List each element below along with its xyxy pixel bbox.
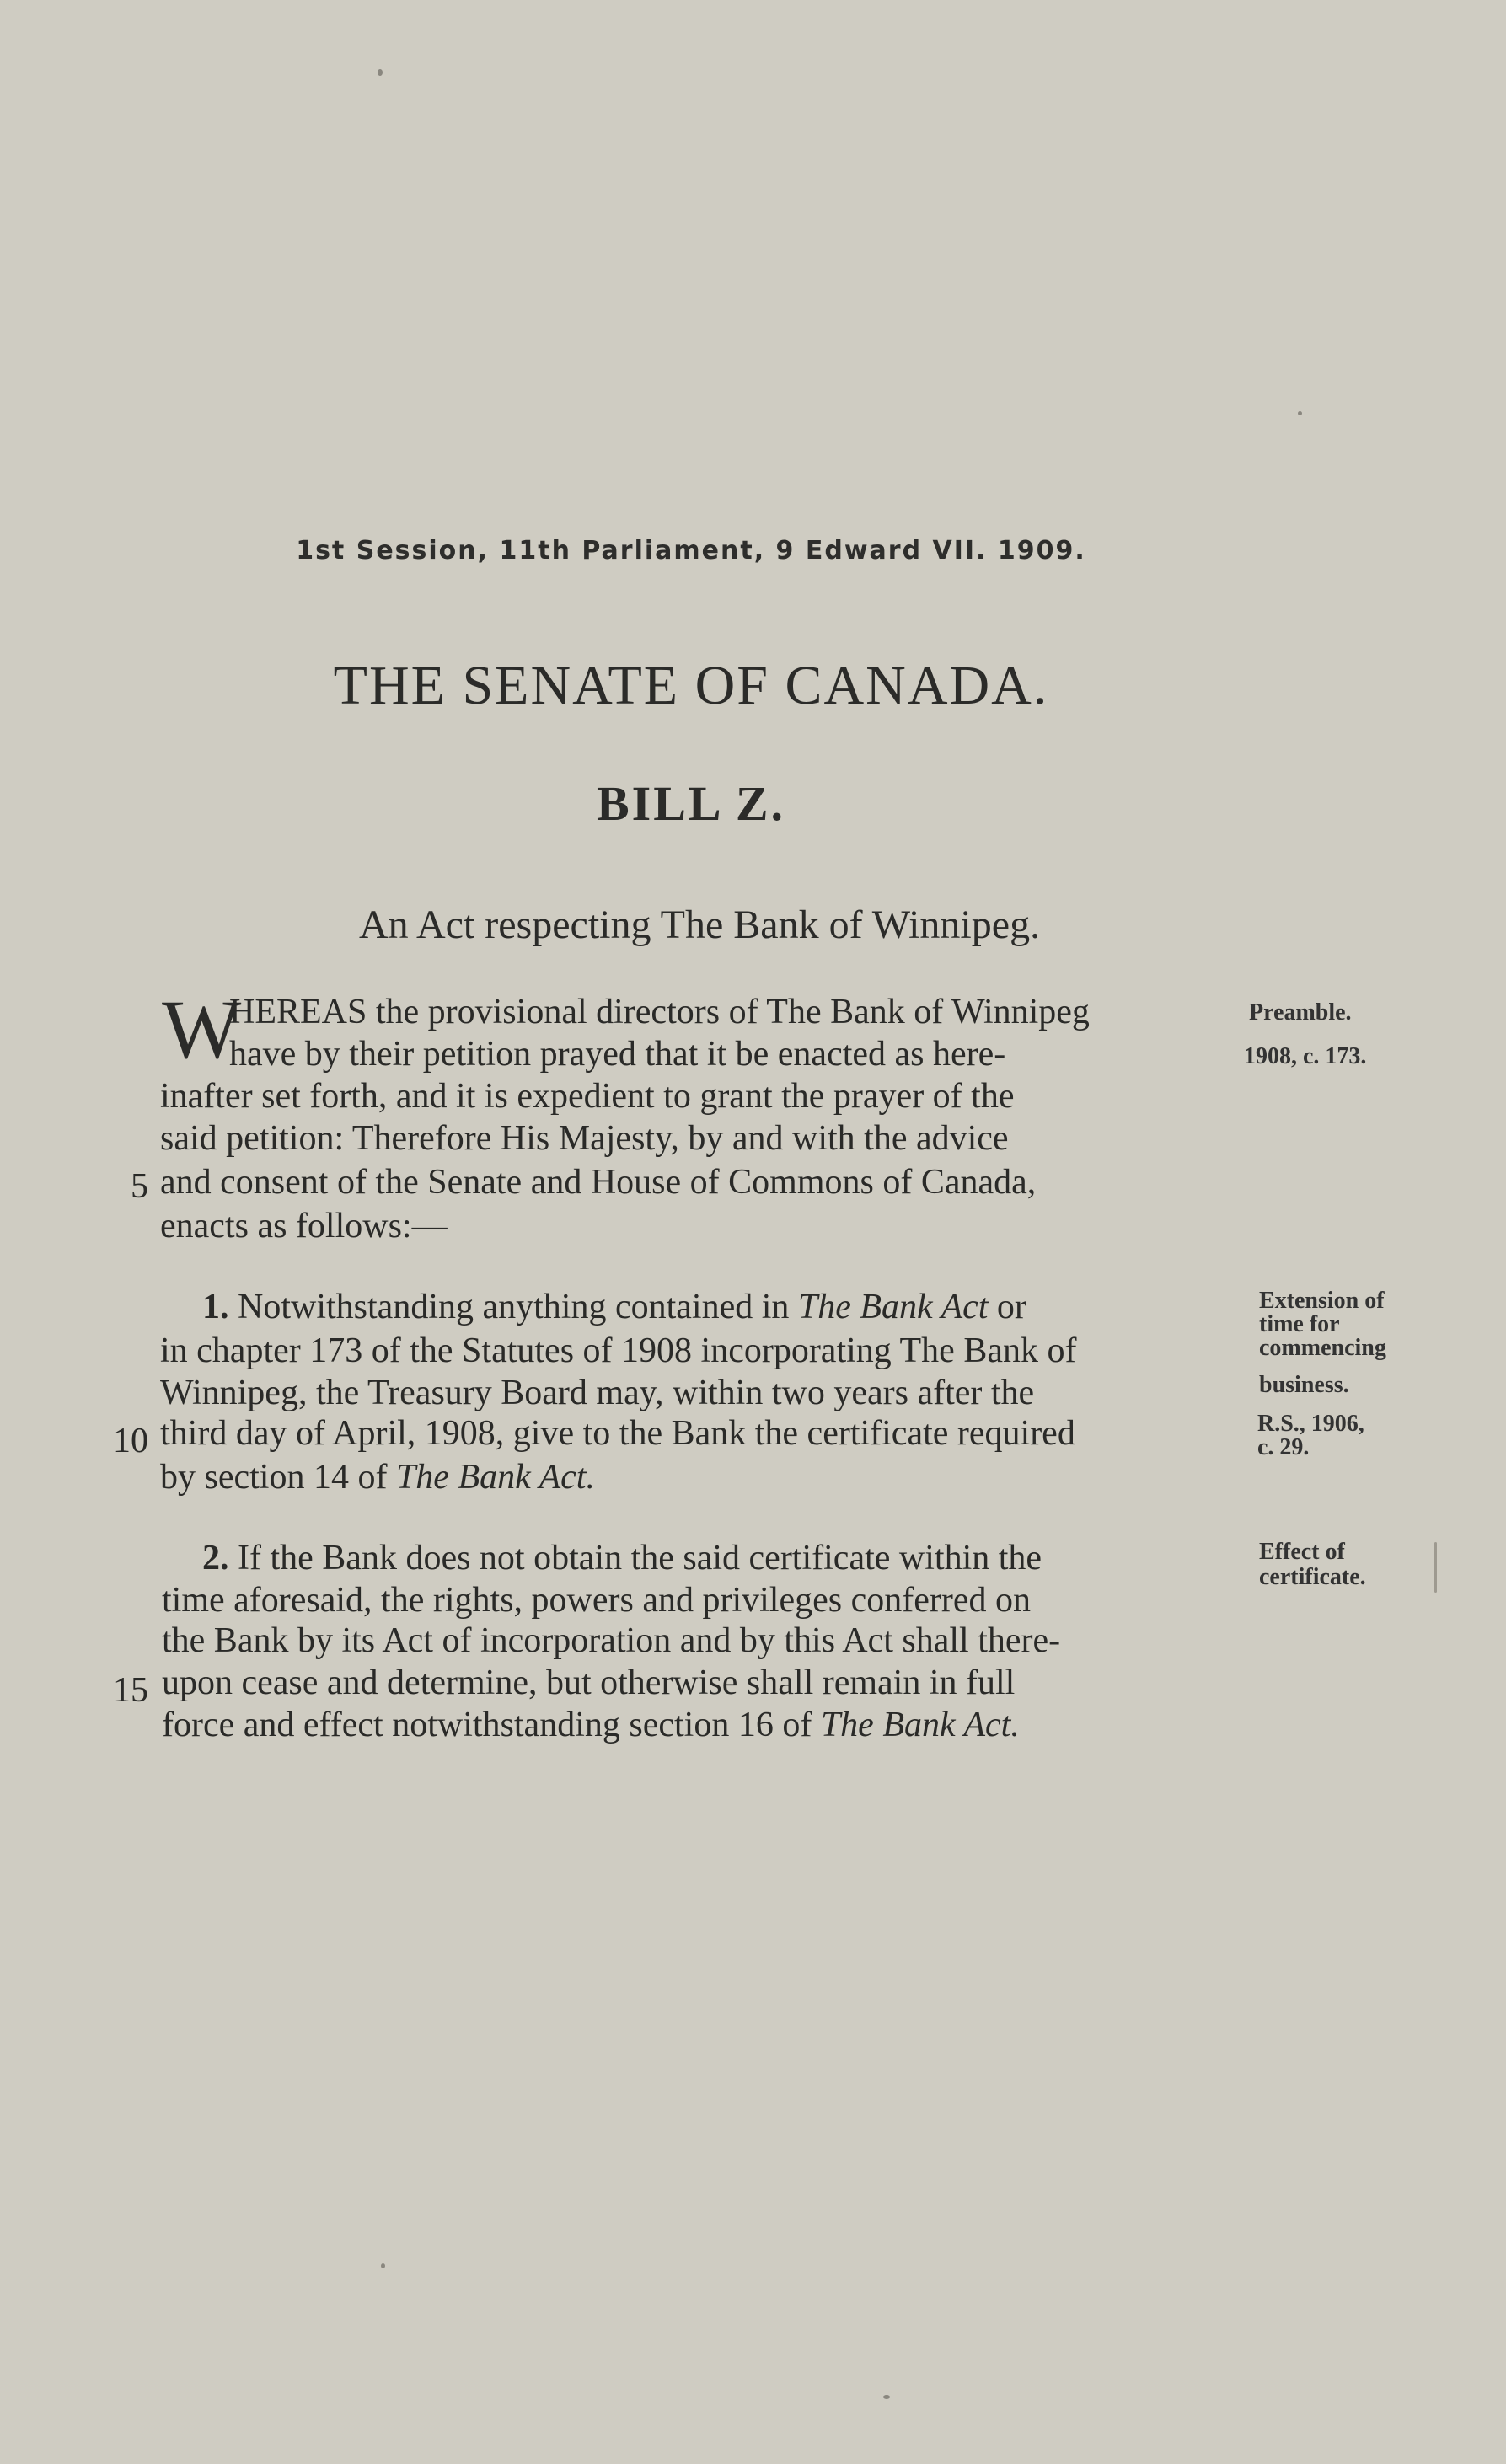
drop-cap: W xyxy=(162,983,242,1076)
margin-note-business: business. xyxy=(1259,1372,1349,1398)
line-number-10: 10 xyxy=(113,1422,148,1460)
line-number-5: 5 xyxy=(131,1167,148,1206)
paper-speck xyxy=(378,69,383,76)
margin-note-time-for: time for xyxy=(1259,1311,1340,1337)
margin-note-effect: Effect of xyxy=(1259,1539,1345,1565)
section1-line-4: third day of April, 1908, give to the Bank the certificate required xyxy=(160,1414,1075,1453)
section1-text-b: or xyxy=(996,1288,1026,1326)
preamble-line-2: have by their petition prayed that it be enacted as here- xyxy=(229,1035,1006,1074)
senate-heading: THE SENATE OF CANADA. xyxy=(333,655,1049,716)
section2-line-3: the Bank by its Act of incorporation and by this Act shall there- xyxy=(162,1621,1061,1660)
margin-note-c29: c. 29. xyxy=(1257,1434,1310,1460)
margin-note-preamble: Preamble. xyxy=(1249,999,1352,1026)
section1-line-5 xyxy=(160,1456,595,1498)
section1-text-a: Notwithstanding anything contained in xyxy=(238,1288,790,1326)
paper-speck xyxy=(381,2263,385,2268)
section2-bank-act-italic: The Bank Act. xyxy=(820,1706,1020,1744)
margin-note-1908: 1908, c. 173. xyxy=(1244,1043,1367,1069)
margin-note-rs-1906: R.S., 1906, xyxy=(1257,1411,1364,1437)
section1-line-3: Winnipeg, the Treasury Board may, within two years after the xyxy=(160,1374,1035,1412)
section2-text-a: If the Bank does not obtain the said certificate within the xyxy=(238,1539,1042,1577)
margin-note-certificate: certificate. xyxy=(1259,1564,1366,1590)
section2-number: 2. xyxy=(202,1539,229,1577)
section1-bank-act-italic-2: The Bank Act. xyxy=(395,1458,595,1497)
section1-line-2: in chapter 173 of the Statutes of 1908 incorporating The Bank of xyxy=(160,1331,1077,1370)
bill-heading: BILL Z. xyxy=(596,776,786,831)
preamble-line-3: inafter set forth, and it is expedient to grant the prayer of the xyxy=(160,1077,1015,1116)
section2-line-1 xyxy=(202,1537,1042,1579)
section2-line-4: upon cease and determine, but otherwise shall remain in full xyxy=(162,1663,1016,1702)
margin-note-commencing: commencing xyxy=(1259,1335,1386,1361)
margin-note-extension: Extension of xyxy=(1259,1288,1385,1314)
section2-line-5 xyxy=(162,1704,1020,1746)
line-number-15: 15 xyxy=(113,1671,148,1710)
preamble-line-6: enacts as follows:— xyxy=(160,1207,448,1245)
preamble-line-4: said petition: Therefore His Majesty, by and with the advice xyxy=(160,1119,1009,1158)
section1-bank-act-italic: The Bank Act xyxy=(797,1288,989,1326)
preamble-line-5: and consent of the Senate and House of Commons of Canada, xyxy=(160,1163,1037,1202)
section2-line-2: time aforesaid, the rights, powers and privileges conferred on xyxy=(162,1581,1031,1620)
section1-number: 1. xyxy=(202,1288,229,1326)
section1-text-c: by section 14 of xyxy=(160,1458,388,1497)
paper-speck xyxy=(1434,1542,1437,1593)
section1-line-1 xyxy=(202,1286,1026,1328)
preamble-line-1: HEREAS the provisional directors of The Bank of Winnipeg xyxy=(229,993,1090,1031)
paper-speck xyxy=(1298,411,1302,415)
section2-text-b: force and effect notwithstanding section 16 of xyxy=(162,1706,812,1744)
session-line: 1st Session, 11th Parliament, 9 Edward VII. 1909. xyxy=(296,536,1086,565)
paper-speck xyxy=(883,2395,890,2399)
act-title: An Act respecting The Bank of Winnipeg. xyxy=(358,903,1041,947)
